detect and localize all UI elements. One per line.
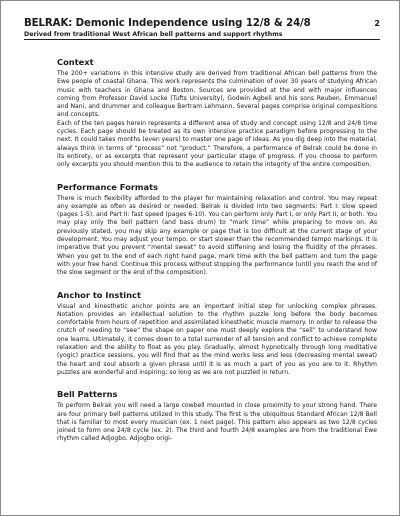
section-paragraph: Each of the ten pages herein represents a different area of study and concept using 12/8 and 24/8 time cycles. Each page should be treated as its own intensive practice paradigm before progressing to the next. It could takes months (even years) to master one page of ideas. As you dig deep into the material, always think in terms of “process” not “product.” Therefore, a performance of Belrak could be done in its entirety, or as excerpts that represent your particular stage of progress. If you choose to perform only excerpts you should mention this to the audience to retain the integrity of the entire composition.	[57, 119, 377, 169]
page-subtitle: Derived from traditional West African bell patterns and support rhythms	[24, 31, 283, 38]
section-anchor-to-instinct	[57, 290, 377, 378]
section-performance-formats	[57, 182, 377, 278]
page-number: 2	[374, 19, 380, 28]
section-heading: Anchor to Instinct	[57, 289, 141, 300]
section-context	[57, 57, 377, 170]
section-paragraph: Visual and kinesthetic anchor points are an important initial step for unlocking complex phrases. Notation provides an intellectual solution to the rhythm puzzle long before the body becomes comfortable from hours of repetition and assimilated kinesthetic muscle memory. In order to release the crutch of needing to “see” the shape on paper one must deeply explore the “sell” to understand how one learns. Ultimately, it comes down to a total surrender of all tension and conflict to achieve complete relaxation and the ability to float as you play. Gradually, almost hypnotically through long meditative (yogic) practice sessions, you will find that as the mind works less and less (decreasing mental sweat) the heart and soul absorb a given phrase until it is as much a part of you as you are to it. Rhythm puzzles are wonderful and inspiring; so long as we are not puzzled in return.	[57, 302, 377, 376]
section-paragraph: To perform Belrak you will need a large cowbell mounted in close proximity to your strong hand. There are four primary bell patterns utilized in this study. The first is the ubiquitous Standard African 12/8 Bell that is familiar to most every musician (ex. 1 next page). This pattern also appears as two 12/8 cycles joined to form one 24/8 cycle (ex. 2). The third and fourth 24/8 examples are from the traditional Ewe rhythm called Adjogbo. Adjogbo origi-	[57, 402, 377, 443]
section-bell-patterns	[57, 389, 377, 443]
section-paragraph: The 200+ variations in this intensive study are derived from traditional African bell patterns from the Ewe people of coastal Ghana. This work represents the culmination of over 30 years of studying African music with teachers in Ghana and Boston. Sources are provided at the end with major influences coming from Professor David Locke (Tufts University), Godwin Agbeli and his sons Reuben, Emmanuel and Nani, and drummer and colleague Bertram Lehmann. Several pages comprise original compositions and concepts.	[57, 70, 377, 119]
page-header	[24, 18, 380, 39]
section-paragraph: There is much flexibility afforded to the player for maintaining relaxation and control. You may repeat any example as often as desired or needed. Belrak is divided into two segments: Part I: slow speed (pages 1-5), and Part II: fast speed (pages 6-10). You can perform only Part I, or only Part II, or both. You may play only the bell pattern (and bass drum) to “mark time” while preparing to move on. As previously stated, you may skip any example or page that is too difficult at the current stage of your development. You may adjust your tempo, or start slower than the recommended tempo markings. It is imperative that you prevent “mental sweat” to avoid stiffening and losing the fluidity of the phrases. When you get to the end of each right hand page, mark time with the bell pattern and turn the page with your free hand. Continue this process without stopping the performance (until you reach the end of the slow segment or the end of the composition).	[57, 194, 377, 277]
page-title: BELRAK: Demonic Independence using 12/8 & 24/8	[24, 18, 311, 29]
page-body	[57, 57, 377, 444]
section-heading: Context	[57, 57, 94, 67]
header-divider	[24, 39, 380, 40]
section-heading: Performance Formats	[57, 181, 159, 192]
section-heading: Bell Patterns	[57, 389, 118, 400]
